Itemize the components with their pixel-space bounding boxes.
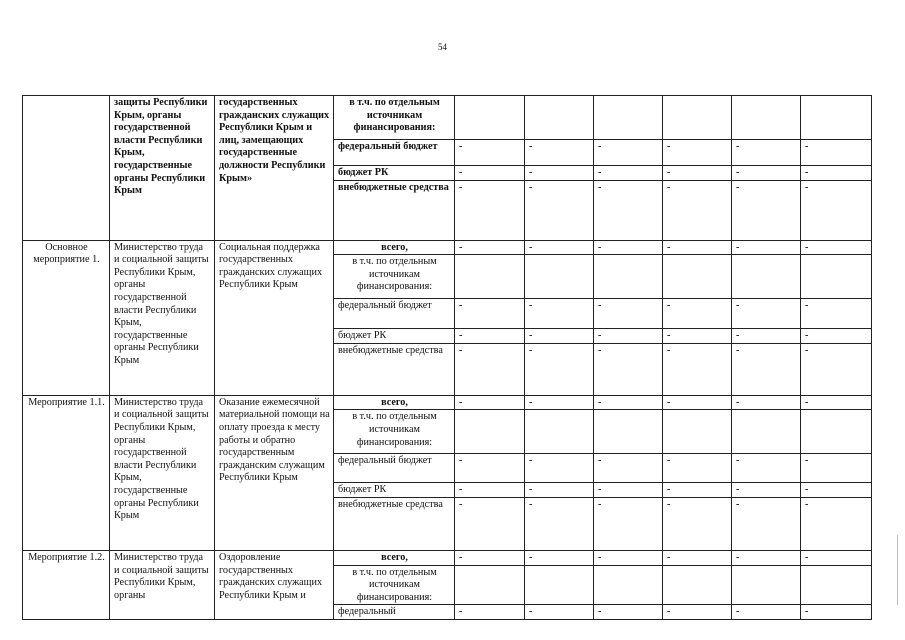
funding-value-cell: - (525, 395, 594, 410)
funding-value-cell: - (455, 140, 525, 166)
measure-number-cell: Мероприятие 1.1. (23, 395, 110, 550)
funding-value-cell: - (801, 329, 872, 344)
funding-value-cell: - (525, 140, 594, 166)
funding-value-cell: - (455, 550, 525, 565)
funding-value-cell: - (663, 299, 732, 329)
funding-value-cell: - (801, 166, 872, 181)
funding-value-cell (594, 255, 663, 299)
funding-value-cell: - (801, 497, 872, 550)
funding-value-cell: - (801, 140, 872, 166)
funding-source-cell: всего, (334, 550, 455, 565)
funding-value-cell (801, 565, 872, 605)
funding-value-cell: - (663, 483, 732, 498)
funding-value-cell: - (525, 240, 594, 255)
funding-value-cell: - (594, 343, 663, 395)
funding-value-cell: - (663, 180, 732, 240)
funding-value-cell: - (801, 395, 872, 410)
program-funding-table (22, 95, 872, 620)
measure-name-cell: Оздоровление государственных гражданских служащих Республики Крым и (215, 550, 334, 619)
funding-value-cell (594, 565, 663, 605)
funding-source-cell: бюджет РК (334, 166, 455, 181)
funding-value-cell: - (455, 180, 525, 240)
funding-value-cell: - (801, 299, 872, 329)
funding-value-cell: - (801, 180, 872, 240)
funding-value-cell: - (455, 299, 525, 329)
funding-value-cell (732, 565, 801, 605)
funding-value-cell (732, 96, 801, 140)
funding-value-cell (455, 565, 525, 605)
measure-number-cell (23, 96, 110, 241)
funding-value-cell: - (732, 140, 801, 166)
funding-value-cell: - (455, 454, 525, 483)
executor-cell: Министерство труда и социальной защиты Республики Крым, органы государственной власти Республики Крым, государственные органы Республики Крым (110, 240, 215, 395)
funding-value-cell: - (663, 395, 732, 410)
funding-source-cell: всего, (334, 395, 455, 410)
funding-source-cell: в т.ч. по отдельным источникам финансирования: (334, 410, 455, 454)
funding-value-cell: - (732, 454, 801, 483)
funding-value-cell (663, 255, 732, 299)
funding-value-cell (663, 410, 732, 454)
funding-value-cell: - (525, 605, 594, 620)
measure-number-cell: Основное мероприятие 1. (23, 240, 110, 395)
funding-value-cell: - (594, 454, 663, 483)
funding-value-cell (525, 96, 594, 140)
funding-value-cell: - (594, 240, 663, 255)
table-row (23, 550, 872, 565)
funding-value-cell: - (455, 605, 525, 620)
measure-name-cell: Социальная поддержка государственных гражданских служащих Республики Крым (215, 240, 334, 395)
page-number: 54 (438, 42, 447, 52)
funding-value-cell: - (594, 497, 663, 550)
funding-value-cell: - (801, 454, 872, 483)
funding-source-cell: федеральный бюджет (334, 454, 455, 483)
funding-value-cell (455, 410, 525, 454)
funding-value-cell (525, 255, 594, 299)
funding-value-cell: - (455, 240, 525, 255)
funding-value-cell: - (455, 329, 525, 344)
funding-source-cell: бюджет РК (334, 329, 455, 344)
executor-cell: защиты Республики Крым, органы государственной власти Республики Крым, государственные органы Республики Крым (110, 96, 215, 241)
funding-value-cell: - (801, 343, 872, 395)
funding-value-cell: - (663, 329, 732, 344)
funding-value-cell: - (801, 550, 872, 565)
funding-value-cell: - (525, 329, 594, 344)
funding-value-cell: - (525, 550, 594, 565)
measure-name-cell: Оказание ежемесячной материальной помощи на оплату проезда к месту работы и обратно государственным гражданским служащим Республики Крым (215, 395, 334, 550)
executor-cell: Министерство труда и социальной защиты Республики Крым, органы (110, 550, 215, 619)
funding-value-cell: - (732, 343, 801, 395)
funding-value-cell: - (663, 497, 732, 550)
scan-edge-line (897, 535, 898, 605)
funding-value-cell: - (732, 166, 801, 181)
funding-value-cell: - (663, 166, 732, 181)
funding-source-cell: в т.ч. по отдельным источникам финансирования: (334, 255, 455, 299)
funding-value-cell (801, 255, 872, 299)
funding-value-cell: - (732, 550, 801, 565)
funding-value-cell: - (732, 483, 801, 498)
funding-source-cell: всего, (334, 240, 455, 255)
funding-value-cell: - (594, 299, 663, 329)
funding-value-cell: - (455, 166, 525, 181)
funding-value-cell: - (455, 483, 525, 498)
funding-value-cell: - (525, 166, 594, 181)
funding-source-cell: федеральный бюджет (334, 140, 455, 166)
executor-cell: Министерство труда и социальной защиты Республики Крым, органы государственной власти Республики Крым, государственные органы Республики Крым (110, 395, 215, 550)
funding-value-cell (801, 96, 872, 140)
funding-value-cell: - (525, 483, 594, 498)
table-row (23, 395, 872, 410)
funding-value-cell: - (732, 180, 801, 240)
funding-value-cell: - (732, 497, 801, 550)
funding-value-cell: - (594, 395, 663, 410)
funding-value-cell: - (663, 240, 732, 255)
funding-value-cell: - (594, 483, 663, 498)
funding-value-cell (732, 255, 801, 299)
funding-source-cell: бюджет РК (334, 483, 455, 498)
funding-value-cell: - (594, 180, 663, 240)
funding-value-cell: - (801, 605, 872, 620)
funding-value-cell: - (732, 605, 801, 620)
table-row (23, 240, 872, 255)
funding-value-cell: - (732, 395, 801, 410)
funding-value-cell: - (594, 605, 663, 620)
table-row (23, 96, 872, 140)
funding-value-cell: - (663, 343, 732, 395)
funding-source-cell: внебюджетные средства (334, 497, 455, 550)
funding-source-cell: в т.ч. по отдельным источникам финансирования: (334, 565, 455, 605)
funding-value-cell: - (525, 497, 594, 550)
funding-value-cell (594, 96, 663, 140)
funding-value-cell: - (594, 329, 663, 344)
funding-value-cell: - (455, 343, 525, 395)
funding-source-cell: внебюджетные средства (334, 343, 455, 395)
funding-value-cell: - (663, 454, 732, 483)
funding-value-cell (455, 255, 525, 299)
funding-value-cell (663, 96, 732, 140)
funding-value-cell (525, 410, 594, 454)
measure-number-cell: Мероприятие 1.2. (23, 550, 110, 619)
funding-source-cell: федеральный бюджет (334, 299, 455, 329)
funding-value-cell: - (732, 240, 801, 255)
funding-value-cell: - (525, 343, 594, 395)
funding-value-cell (455, 96, 525, 140)
funding-value-cell (525, 565, 594, 605)
funding-value-cell (594, 410, 663, 454)
funding-value-cell: - (663, 605, 732, 620)
funding-value-cell: - (801, 240, 872, 255)
funding-value-cell (663, 565, 732, 605)
funding-value-cell: - (594, 550, 663, 565)
funding-value-cell: - (732, 299, 801, 329)
funding-value-cell: - (525, 299, 594, 329)
funding-value-cell: - (732, 329, 801, 344)
funding-value-cell: - (594, 166, 663, 181)
funding-value-cell (732, 410, 801, 454)
funding-source-cell: в т.ч. по отдельным источникам финансирования: (334, 96, 455, 140)
funding-source-cell: внебюджетные средства (334, 180, 455, 240)
funding-value-cell: - (801, 483, 872, 498)
funding-source-cell: федеральный (334, 605, 455, 620)
funding-value-cell: - (525, 454, 594, 483)
funding-value-cell: - (455, 497, 525, 550)
funding-value-cell: - (594, 140, 663, 166)
measure-name-cell: государственных гражданских служащих Республики Крым и лиц, замещающих государственные должности Республики Крым» (215, 96, 334, 241)
funding-value-cell: - (455, 395, 525, 410)
funding-value-cell (801, 410, 872, 454)
funding-value-cell: - (525, 180, 594, 240)
funding-value-cell: - (663, 140, 732, 166)
funding-value-cell: - (663, 550, 732, 565)
